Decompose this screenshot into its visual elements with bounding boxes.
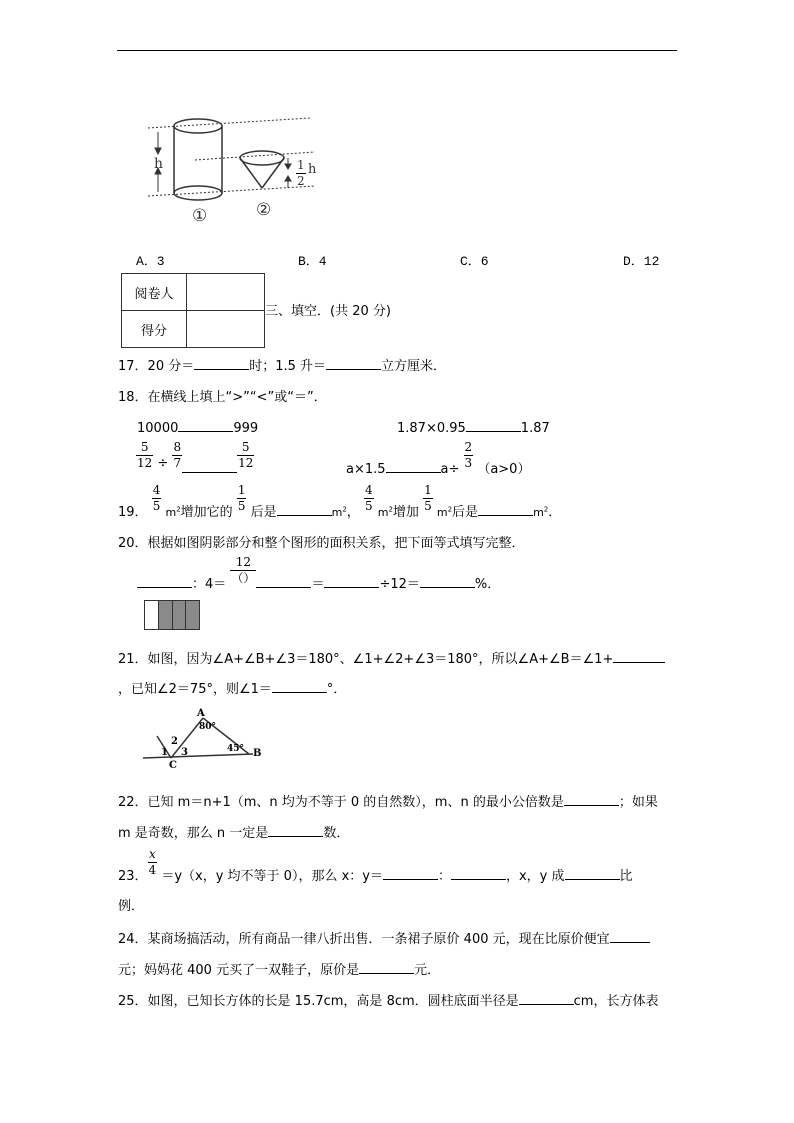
vertex-a: A xyxy=(197,708,205,719)
score-cell[interactable] xyxy=(187,311,265,348)
shaded-part xyxy=(159,601,173,629)
fraction: $\frac{2}{3}$ xyxy=(464,440,473,470)
answer-blank[interactable] xyxy=(466,419,521,432)
label-h: h xyxy=(154,156,164,172)
shaded-rectangle-figure xyxy=(144,600,200,630)
fraction: $\frac{1}{5}$ xyxy=(424,483,432,513)
answer-blank[interactable] xyxy=(256,575,311,588)
fraction: $\frac{4}{5}$ xyxy=(152,483,161,513)
answer-blank[interactable] xyxy=(137,575,192,588)
fraction: $\frac{x}{4}$ xyxy=(148,847,157,877)
fraction: $\frac{8}{7}$ xyxy=(173,440,182,470)
answer-blank[interactable] xyxy=(359,961,414,974)
question-22-line1: 22．已知 m＝n+1（m、n 均为不等于 0 的自然数），m、n 的最小公倍数是 ；如果 xyxy=(118,795,658,810)
reviewer-label: 阅卷人 xyxy=(122,274,187,311)
answer-blank[interactable] xyxy=(383,867,438,880)
fraction: $\frac{1}{5}$ xyxy=(237,483,246,513)
label-half: $\frac{1}{2}$ xyxy=(297,158,305,188)
answer-blank[interactable] xyxy=(610,930,650,943)
label-circle-1: ① xyxy=(192,206,208,226)
question-21-line1: 21．如图，因为∠A+∠B+∠3＝180°、∠1+∠2+∠3＝180°，所以∠A+∠B＝∠1+ xyxy=(118,648,665,667)
answer-blank[interactable] xyxy=(277,503,332,516)
option-d: D．12 xyxy=(623,254,660,269)
question-24-line1: 24．某商场搞活动，所有商品一律八折出售．一条裙子原价 400 元，现在比原价便宜 xyxy=(118,928,650,947)
shaded-part xyxy=(186,601,199,629)
answer-blank[interactable] xyxy=(478,503,533,516)
q20-equation: ：4＝ $\frac{12}{()}$ ＝ ÷12＝ %． xyxy=(137,555,500,592)
angle-3-label: 3 xyxy=(181,747,188,758)
question-17: 17．20 分＝ 时；1.5 升＝ 立方厘米． xyxy=(118,359,447,374)
fraction: $\frac{5}{12}$ xyxy=(238,440,254,470)
vertex-b: B xyxy=(253,748,262,759)
label-half-h: h xyxy=(308,162,317,177)
answer-blank[interactable] xyxy=(564,793,619,806)
label-circle-2: ② xyxy=(256,200,272,220)
question-24-line2: 元；妈妈花 400 元买了一双鞋子，原价是 元． xyxy=(118,963,441,978)
answer-blank[interactable] xyxy=(272,680,327,693)
answer-blank[interactable] xyxy=(194,357,249,370)
answer-blank[interactable] xyxy=(420,575,475,588)
figure-cylinder-cone xyxy=(140,108,340,233)
question-23-line2: 例． xyxy=(118,899,145,914)
answer-blank[interactable] xyxy=(182,460,237,473)
answer-blank[interactable] xyxy=(326,357,381,370)
score-label: 得分 xyxy=(122,311,187,348)
option-c: C．6 xyxy=(460,254,489,269)
angle-80-label: 80° xyxy=(199,722,217,732)
shaded-part xyxy=(173,601,187,629)
vertex-c: C xyxy=(169,760,177,771)
question-25-line1: 25．如图，已知长方体的长是 15.7cm，高是 8cm．圆柱底面半径是 cm，长方体表 xyxy=(118,994,659,1009)
section-title: 三、填空．(共 20 分) xyxy=(265,304,391,319)
triangle-figure xyxy=(143,708,263,776)
q18-row1-left: 10000 999 xyxy=(137,421,259,436)
question-23: 23． $\frac{x}{4}$ ＝y（x，y 均不等于 0），那么 x：y＝ ： ，x，y 成 比 xyxy=(118,847,633,884)
option-b: B．4 xyxy=(298,254,327,269)
answer-blank[interactable] xyxy=(613,650,665,663)
angle-45-label: 45° xyxy=(227,744,245,754)
fraction: $\frac{4}{5}$ xyxy=(364,483,373,513)
question-19: 19． $\frac{4}{5}$ $_{m^2}$增加它的 $\frac{1}{5}$ 后是 $_{m^2}$， $\frac{4}{5}$ $_{m^2}$增加 $\frac{1}{5}$ $_{m^2}$后是 $_{m^2}$． xyxy=(118,483,562,520)
answer-blank[interactable] xyxy=(519,992,574,1005)
answer-blank[interactable] xyxy=(386,460,441,473)
answer-blank[interactable] xyxy=(324,575,379,588)
answer-blank[interactable] xyxy=(451,867,506,880)
q18-row1-right: 1.87×0.95 1.87 xyxy=(397,421,550,436)
answer-blank[interactable] xyxy=(268,824,323,837)
q18-row2-right: a×1.5 a÷ $\frac{2}{3}$ （a>0） xyxy=(346,440,531,477)
question-21-line2: ，已知∠2＝75°，则∠1＝ °． xyxy=(118,682,347,697)
q18-row2-left: $\frac{5}{12}$ ÷ $\frac{8}{7}$ $\frac{5}{12}$ xyxy=(137,440,254,471)
score-table xyxy=(121,273,265,348)
reviewer-cell[interactable] xyxy=(187,274,265,311)
angle-2-label: 2 xyxy=(171,736,178,747)
option-a: A．3 xyxy=(136,254,165,269)
question-20: 20．根据如图阴影部分和整个图形的面积关系，把下面等式填写完整． xyxy=(118,536,525,551)
answer-blank[interactable] xyxy=(178,419,233,432)
question-22-line2: m 是奇数，那么 n 一定是 数． xyxy=(118,826,350,841)
answer-blank[interactable] xyxy=(565,867,620,880)
angle-1-label: 1 xyxy=(161,747,168,758)
unshaded-part xyxy=(145,601,159,629)
question-18: 18．在横线上填上“>”“<”或“＝”． xyxy=(118,390,327,405)
fraction: $\frac{12}{()}$ xyxy=(231,555,256,585)
fraction: $\frac{5}{12}$ xyxy=(137,440,153,470)
header-rule xyxy=(117,50,677,51)
